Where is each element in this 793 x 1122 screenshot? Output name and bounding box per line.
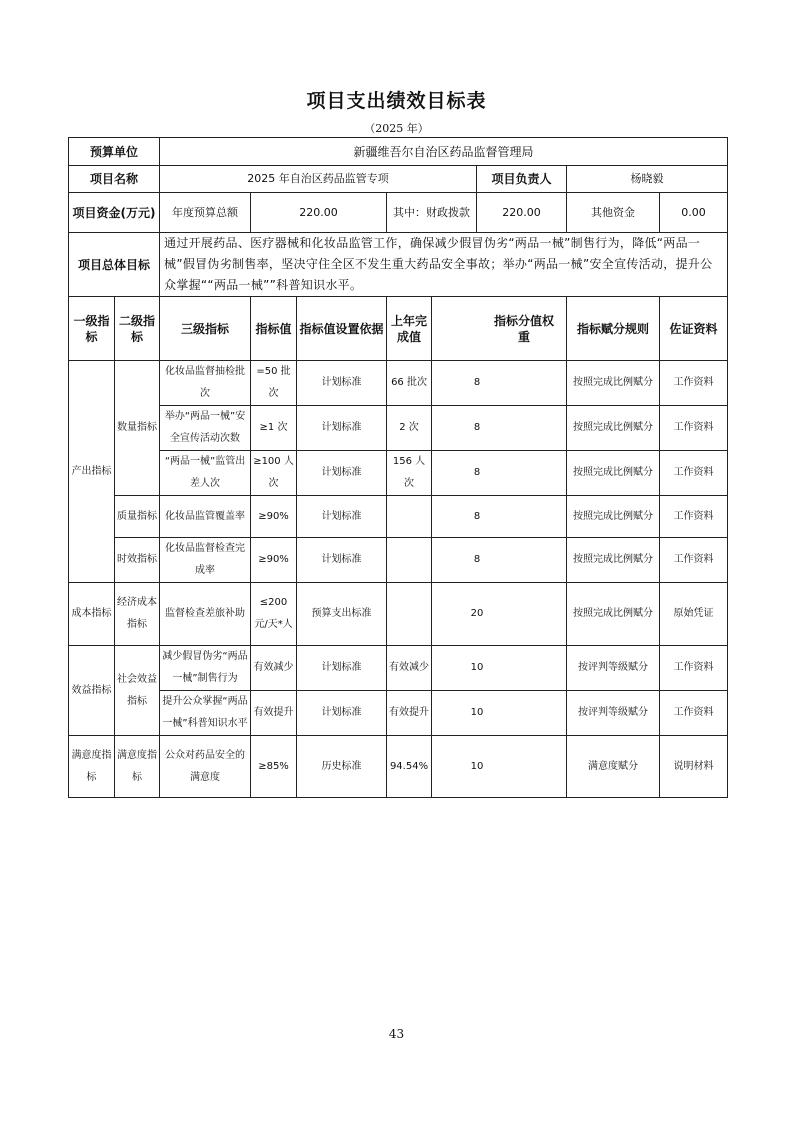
group-satisfaction: 满意度指标 [69, 736, 115, 798]
last-year-cell: 94.54% [387, 736, 432, 798]
project-name-row [69, 166, 728, 193]
weight-cell: 20 [432, 583, 567, 646]
table-row [69, 691, 728, 736]
value-cell: ≥90% [251, 538, 297, 583]
page-number: 43 [388, 1027, 405, 1041]
last-year-cell [387, 496, 432, 538]
value-cell: ≥90% [251, 496, 297, 538]
project-funds-row [69, 193, 728, 233]
overall-goal-label: 项目总体目标 [69, 233, 160, 297]
rule-cell: 按照完成比例赋分 [567, 496, 660, 538]
group-timeliness: 时效指标 [115, 538, 160, 583]
overall-goal-text: 通过开展药品、医疗器械和化妆品监管工作，确保减少假冒伪劣“两品一械”制售行为，降低“两品一械”假冒伪劣制售率，坚决守住全区不发生重大药品安全事故；举办“两品一械”安全宣传活动，提升公众掌握““两品一械””科普知识水平。 [160, 233, 728, 297]
weight-cell: 10 [432, 736, 567, 798]
value-cell: =50 批次 [251, 361, 297, 406]
col-last-year: 上年完成值 [387, 297, 432, 361]
weight-cell: 8 [432, 496, 567, 538]
fiscal-label: 其中：财政拨款 [387, 193, 477, 233]
budget-unit-label: 预算单位 [69, 138, 160, 166]
col-value: 指标值 [251, 297, 297, 361]
column-header-row [69, 297, 728, 361]
col-rule: 指标赋分规则 [567, 297, 660, 361]
rule-cell: 按评判等级赋分 [567, 691, 660, 736]
basis-cell: 计划标准 [297, 406, 387, 451]
rule-cell: 按照完成比例赋分 [567, 451, 660, 496]
rule-cell: 按照完成比例赋分 [567, 406, 660, 451]
leader-value: 杨晓毅 [567, 166, 728, 193]
rule-cell: 按照完成比例赋分 [567, 361, 660, 406]
table-row [69, 496, 728, 538]
basis-cell: 计划标准 [297, 538, 387, 583]
budget-unit-value: 新疆维吾尔自治区药品监督管理局 [160, 138, 728, 166]
weight-cell: 10 [432, 646, 567, 691]
col-level3: 三级指标 [160, 297, 251, 361]
group-output: 产出指标 [69, 361, 115, 583]
group-benefit: 效益指标 [69, 646, 115, 736]
weight-cell: 10 [432, 691, 567, 736]
evidence-cell: 工作资料 [660, 646, 728, 691]
basis-cell: 历史标准 [297, 736, 387, 798]
last-year-cell: 66 批次 [387, 361, 432, 406]
leader-label: 项目负责人 [477, 166, 567, 193]
basis-cell: 预算支出标准 [297, 583, 387, 646]
basis-cell: 计划标准 [297, 691, 387, 736]
evidence-cell: 原始凭证 [660, 583, 728, 646]
annual-budget-label: 年度预算总额 [160, 193, 251, 233]
other-funds-label: 其他资金 [567, 193, 660, 233]
annual-budget-value: 220.00 [251, 193, 387, 233]
evidence-cell: 工作资料 [660, 496, 728, 538]
budget-unit-row [69, 138, 728, 166]
col-evidence: 佐证资料 [660, 297, 728, 361]
indicator-cell: “两品一械”监管出差人次 [160, 451, 251, 496]
table-row [69, 538, 728, 583]
year-label: （2025 年） [364, 122, 429, 135]
basis-cell: 计划标准 [297, 361, 387, 406]
group-social-benefit: 社会效益指标 [115, 646, 160, 736]
value-cell: 有效减少 [251, 646, 297, 691]
value-cell: ≤200 元/天*人 [251, 583, 297, 646]
last-year-cell [387, 583, 432, 646]
rule-cell: 按照完成比例赋分 [567, 538, 660, 583]
basis-cell: 计划标准 [297, 496, 387, 538]
funds-label: 项目资金(万元) [69, 193, 160, 233]
value-cell: ≥85% [251, 736, 297, 798]
indicator-cell: 减少假冒伪劣“两品一械”制售行为 [160, 646, 251, 691]
last-year-cell: 有效减少 [387, 646, 432, 691]
performance-goal-table [68, 137, 728, 798]
weight-cell: 8 [432, 361, 567, 406]
weight-cell: 8 [432, 406, 567, 451]
project-name-label: 项目名称 [69, 166, 160, 193]
col-weight: 指标分值权重 [432, 297, 567, 361]
indicator-cell: 化妆品监督检查完成率 [160, 538, 251, 583]
table-row [69, 583, 728, 646]
rule-cell: 按评判等级赋分 [567, 646, 660, 691]
rule-cell: 满意度赋分 [567, 736, 660, 798]
last-year-cell: 有效提升 [387, 691, 432, 736]
evidence-cell: 工作资料 [660, 406, 728, 451]
group-satisfaction-2: 满意度指标 [115, 736, 160, 798]
table-row [69, 646, 728, 691]
other-funds-value: 0.00 [660, 193, 728, 233]
col-basis: 指标值设置依据 [297, 297, 387, 361]
indicator-cell: 举办“两品一械”安全宣传活动次数 [160, 406, 251, 451]
group-economic-cost: 经济成本指标 [115, 583, 160, 646]
value-cell: ≥100 人次 [251, 451, 297, 496]
project-name-value: 2025 年自治区药品监管专项 [160, 166, 477, 193]
group-quality: 质量指标 [115, 496, 160, 538]
page-title: 项目支出绩效目标表 [306, 90, 487, 112]
weight-cell: 8 [432, 538, 567, 583]
evidence-cell: 工作资料 [660, 538, 728, 583]
group-quantity: 数量指标 [115, 361, 160, 496]
overall-goal-row [69, 233, 728, 297]
evidence-cell: 工作资料 [660, 691, 728, 736]
table-row [69, 406, 728, 451]
fiscal-value: 220.00 [477, 193, 567, 233]
weight-cell: 8 [432, 451, 567, 496]
last-year-cell: 156 人次 [387, 451, 432, 496]
group-cost: 成本指标 [69, 583, 115, 646]
evidence-cell: 说明材料 [660, 736, 728, 798]
col-level2: 二级指标 [115, 297, 160, 361]
indicator-cell: 提升公众掌握“两品一械”科普知识水平 [160, 691, 251, 736]
evidence-cell: 工作资料 [660, 361, 728, 406]
indicator-cell: 化妆品监督抽检批次 [160, 361, 251, 406]
last-year-cell [387, 538, 432, 583]
table-row [69, 736, 728, 798]
indicator-cell: 监督检查差旅补助 [160, 583, 251, 646]
indicator-cell: 化妆品监管覆盖率 [160, 496, 251, 538]
evidence-cell: 工作资料 [660, 451, 728, 496]
indicator-cell: 公众对药品安全的满意度 [160, 736, 251, 798]
basis-cell: 计划标准 [297, 646, 387, 691]
table-row [69, 451, 728, 496]
basis-cell: 计划标准 [297, 451, 387, 496]
value-cell: 有效提升 [251, 691, 297, 736]
table-row [69, 361, 728, 406]
value-cell: ≥1 次 [251, 406, 297, 451]
col-level1: 一级指标 [69, 297, 115, 361]
rule-cell: 按照完成比例赋分 [567, 583, 660, 646]
last-year-cell: 2 次 [387, 406, 432, 451]
